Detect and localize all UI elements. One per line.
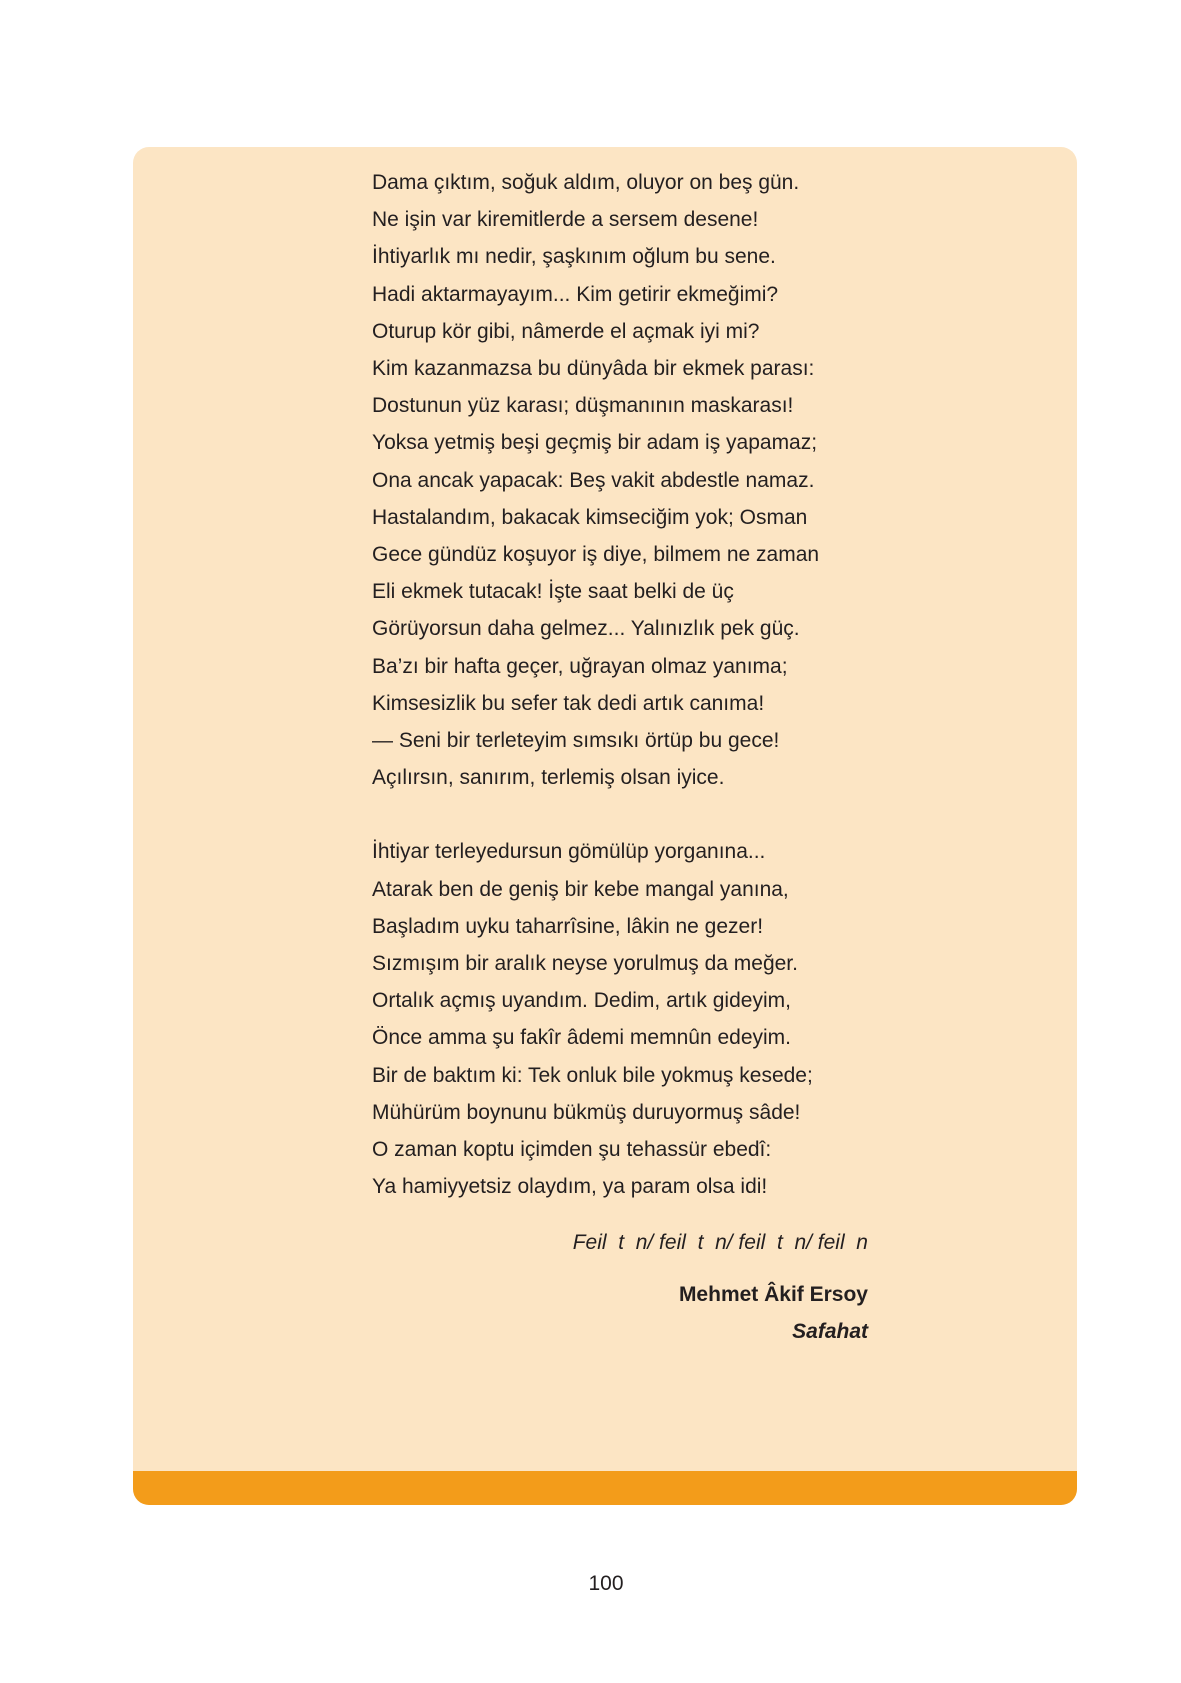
poem-line: Ortalık açmış uyandım. Dedim, artık gideyim, [372,989,791,1013]
poem-line: Görüyorsun daha gelmez... Yalınızlık pek güç. [372,617,800,641]
poem-line: Mühürüm boynunu bükmüş duruyormuş sâde! [372,1100,801,1124]
poem-author: Mehmet Âkif Ersoy [678,1283,868,1306]
poem-line: Dostunun yüz karası; düşmanının maskarası! [372,394,794,418]
poem-line: Hastalandım, bakacak kimseciğim yok; Osman [372,505,808,529]
poem-body [372,164,892,1205]
poem-line: Bir de baktım ki: Tek onluk bile yokmuş kesede; [372,1063,813,1087]
poem-line: O zaman koptu içimden şu tehassür ebedî: [372,1138,772,1162]
page-number: 100 [588,1572,624,1595]
poem-source-book: Safahat [792,1320,868,1343]
poem-line: Ya hamiyyetsiz olaydım, ya param olsa idi! [372,1175,768,1199]
poem-line: Yoksa yetmiş beşi geçmiş bir adam iş yapamaz; [372,431,818,455]
poem-line: Kim kazanmazsa bu dünyâda bir ekmek parası: [372,357,815,381]
poem-stanza-2 [372,833,892,1205]
poem-line: Oturup kör gibi, nâmerde el açmak iyi mi? [372,319,760,343]
poem-line: Gece gündüz koşuyor iş diye, bilmem ne zaman [372,543,820,567]
poem-line: İhtiyarlık mı nedir, şaşkınım oğlum bu sene. [372,245,776,269]
panel-accent-bar [133,1471,1077,1505]
poem-line: Açılırsın, sanırım, terlemiş olsan iyice. [372,766,725,790]
poem-line: Sızmışım bir aralık neyse yorulmuş da meğer. [372,952,798,976]
poem-line: Başladım uyku taharrîsine, lâkin ne gezer! [372,914,764,938]
poem-line: Eli ekmek tutacak! İşte saat belki de üç [372,580,734,604]
poem-line: İhtiyar terleyedursun gömülüp yorganına... [372,840,766,864]
poem-line: Ona ancak yapacak: Beş vakit abdestle namaz. [372,468,815,492]
poem-line: Hadi aktarmayayım... Kim getirir ekmeğimi? [372,282,779,306]
poem-line: Ba’zı bir hafta geçer, uğrayan olmaz yanıma; [372,654,788,678]
poem-line: Atarak ben de geniş bir kebe mangal yanına, [372,877,789,901]
poem-line: — Seni bir terleteyim sımsıkı örtüp bu gece! [372,729,780,753]
poem-line: Ne işin var kiremitlerde a sersem desene! [372,208,759,232]
poem-line: Dama çıktım, soğuk aldım, oluyor on beş gün. [372,171,800,194]
poem-stanza-1 [372,164,892,796]
poem-line: Önce amma şu fakîr âdemi memnûn edeyim. [372,1026,791,1050]
poem-line: Kimsesizlik bu sefer tak dedi artık canıma! [372,691,765,715]
poem-meter: Feil t n/ feil t n/ feil t n/ feil n [572,1231,868,1254]
